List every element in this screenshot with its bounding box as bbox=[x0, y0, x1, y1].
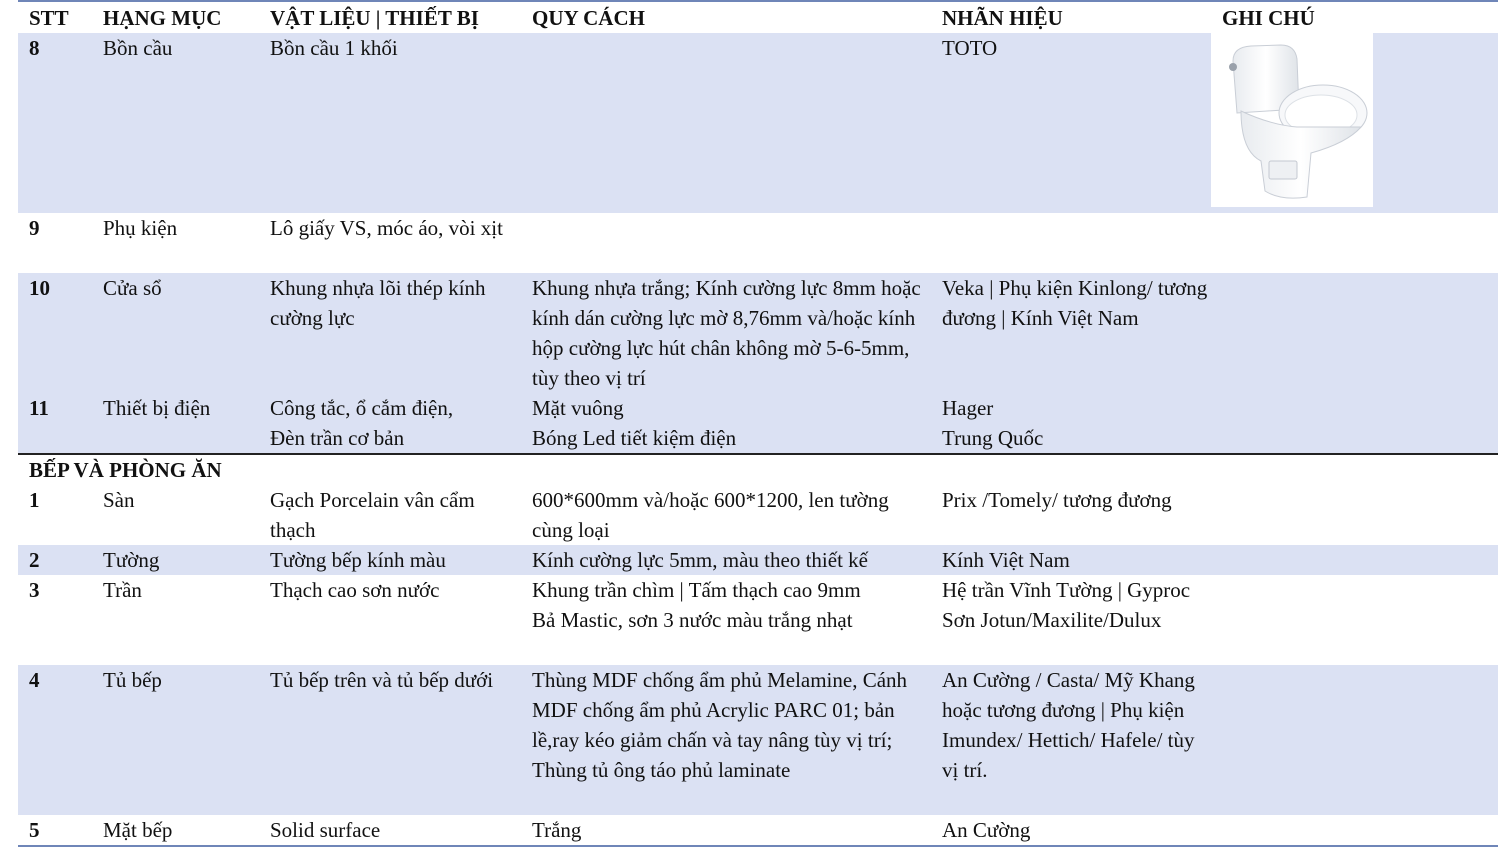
row-material: Đèn trần cơ bản bbox=[259, 423, 521, 454]
row-item: Thiết bị điện bbox=[92, 393, 259, 423]
section-title: BẾP VÀ PHÒNG ĂN bbox=[18, 454, 1498, 485]
row-note bbox=[1211, 665, 1498, 815]
brand-line: Sơn Jotun/Maxilite/Dulux bbox=[942, 608, 1162, 632]
row-brand bbox=[931, 213, 1211, 273]
row-note bbox=[1211, 815, 1498, 846]
row-item: Bồn cầu bbox=[92, 33, 259, 213]
row-material: Tường bếp kính màu bbox=[259, 545, 521, 575]
row-material: Bồn cầu 1 khối bbox=[259, 33, 521, 213]
row-spec: Mặt vuông bbox=[521, 393, 931, 423]
table-row bbox=[18, 545, 1498, 575]
row-brand: Hager bbox=[931, 393, 1211, 423]
header-brand: NHÃN HIỆU bbox=[942, 6, 1063, 30]
row-brand bbox=[931, 575, 1211, 665]
row-stt: 3 bbox=[29, 578, 40, 602]
row-spec bbox=[521, 33, 931, 213]
row-stt: 10 bbox=[18, 273, 92, 393]
row-spec: Khung nhựa trắng; Kính cường lực 8mm hoặc kính dán cường lực mờ 8,76mm và/hoặc kính hộp cường lực hút chân không mờ 5-6-5mm, tùy theo vị trí bbox=[521, 273, 931, 393]
table-row bbox=[18, 815, 1498, 846]
row-brand: Veka | Phụ kiện Kinlong/ tương đương | Kính Việt Nam bbox=[931, 273, 1211, 393]
row-note bbox=[1211, 545, 1498, 575]
row-stt: 2 bbox=[18, 545, 92, 575]
table-header bbox=[18, 1, 1498, 33]
row-spec: Bóng Led tiết kiệm điện bbox=[521, 423, 931, 454]
row-brand: Trung Quốc bbox=[931, 423, 1211, 454]
row-material: Lô giấy VS, móc áo, vòi xịt bbox=[270, 216, 503, 240]
table-row bbox=[18, 213, 1498, 273]
row-spec bbox=[521, 665, 931, 815]
table-row bbox=[18, 33, 1498, 213]
row-material: Thạch cao sơn nước bbox=[270, 578, 440, 602]
row-spec: Kính cường lực 5mm, màu theo thiết kế bbox=[521, 545, 931, 575]
spec-line: Thùng MDF chống ẩm phủ Melamine, Cánh MDF chống ẩm phủ Acrylic PARC 01; bản lề,ray kéo giảm chấn và tay nâng tùy vị trí; bbox=[532, 668, 908, 752]
row-item: Cửa sổ bbox=[92, 273, 259, 393]
row-spec bbox=[521, 575, 931, 665]
header-stt: STT bbox=[29, 6, 69, 30]
row-note bbox=[1211, 273, 1498, 393]
header-item: HẠNG MỤC bbox=[103, 6, 222, 30]
table-row bbox=[18, 273, 1498, 393]
row-stt: 11 bbox=[18, 393, 92, 423]
row-material: Solid surface bbox=[270, 818, 381, 842]
row-material: Gạch Porcelain vân cẩm thạch bbox=[270, 488, 475, 542]
row-brand: Kính Việt Nam bbox=[931, 545, 1211, 575]
row-stt: 9 bbox=[29, 216, 40, 240]
table-row bbox=[18, 575, 1498, 665]
row-brand: An Cường / Casta/ Mỹ Khang hoặc tương đương | Phụ kiện Imundex/ Hettich/ Hafele/ tùy vị trí. bbox=[931, 665, 1211, 815]
row-note bbox=[1211, 393, 1498, 423]
spec-line: Thùng tủ ông táo phủ laminate bbox=[532, 758, 791, 782]
row-item: Phụ kiện bbox=[103, 216, 178, 240]
section-row bbox=[18, 454, 1498, 485]
table-row bbox=[18, 665, 1498, 815]
spec-line: Khung trần chìm | Tấm thạch cao 9mm bbox=[532, 578, 861, 602]
row-item: Tủ bếp bbox=[92, 665, 259, 815]
row-stt: 8 bbox=[18, 33, 92, 213]
brand-line: Hệ trần Vĩnh Tường | Gyproc bbox=[942, 578, 1191, 602]
row-item: Sàn bbox=[103, 488, 135, 512]
row-item bbox=[92, 423, 259, 454]
table-row bbox=[18, 423, 1498, 454]
row-stt: 1 bbox=[29, 488, 40, 512]
header-note: GHI CHÚ bbox=[1222, 6, 1315, 30]
row-note bbox=[1211, 33, 1498, 213]
row-spec: Trắng bbox=[532, 818, 582, 842]
row-stt bbox=[18, 423, 92, 454]
row-brand: TOTO bbox=[931, 33, 1211, 213]
row-stt: 4 bbox=[18, 665, 92, 815]
toilet-image bbox=[1211, 31, 1373, 207]
materials-table bbox=[18, 0, 1498, 847]
row-material: Công tắc, ổ cắm điện, bbox=[259, 393, 521, 423]
row-item: Tường bbox=[92, 545, 259, 575]
row-note bbox=[1211, 575, 1498, 665]
row-note bbox=[1211, 213, 1498, 273]
header-spec: QUY CÁCH bbox=[532, 6, 645, 30]
row-brand: Prix /Tomely/ tương đương bbox=[942, 488, 1172, 512]
row-note bbox=[1211, 485, 1498, 545]
row-material: Khung nhựa lõi thép kính cường lực bbox=[259, 273, 521, 393]
row-brand: An Cường bbox=[942, 818, 1031, 842]
row-item: Mặt bếp bbox=[103, 818, 173, 842]
row-spec: 600*600mm và/hoặc 600*1200, len tường cùng loại bbox=[532, 488, 889, 542]
row-spec bbox=[521, 213, 931, 273]
row-item: Trần bbox=[103, 578, 142, 602]
row-stt: 5 bbox=[29, 818, 40, 842]
row-note bbox=[1211, 423, 1498, 454]
spec-line: Bả Mastic, sơn 3 nước màu trắng nhạt bbox=[532, 608, 853, 632]
table-row bbox=[18, 393, 1498, 423]
header-material: VẬT LIỆU | THIẾT BỊ bbox=[270, 6, 479, 30]
table-row bbox=[18, 485, 1498, 545]
row-material: Tủ bếp trên và tủ bếp dưới bbox=[259, 665, 521, 815]
